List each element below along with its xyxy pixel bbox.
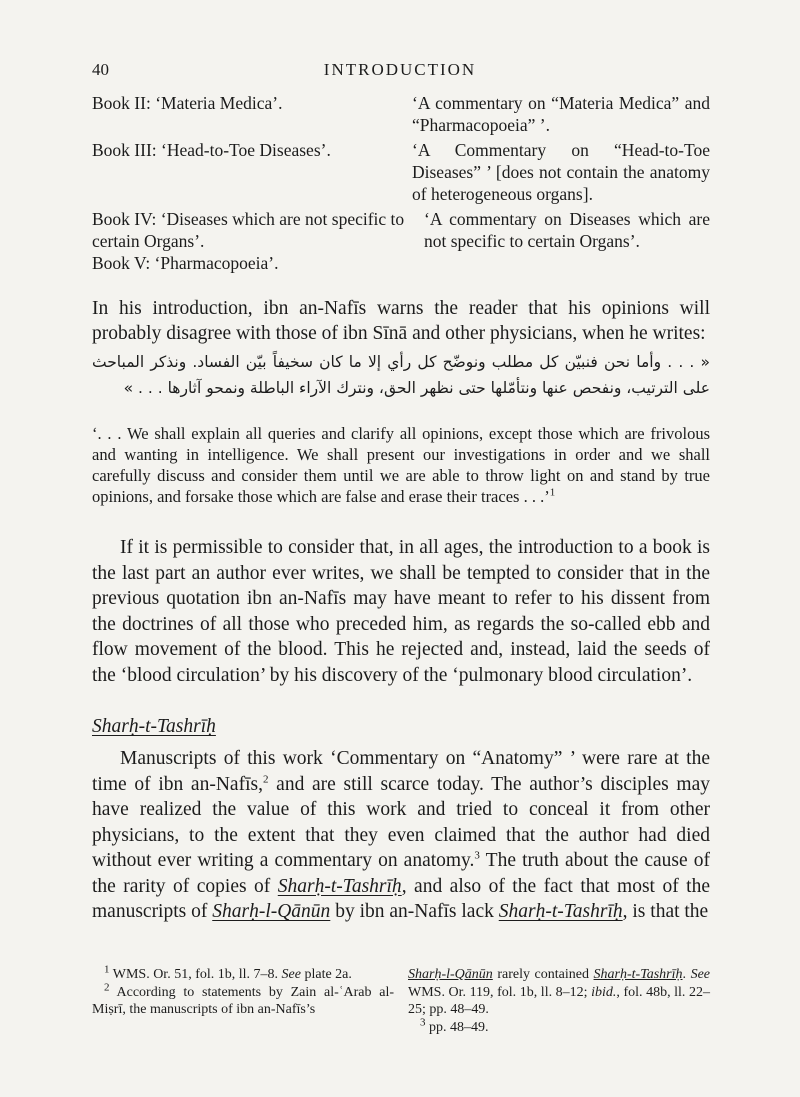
book-row bbox=[92, 208, 710, 252]
translation-text: ‘. . . We shall explain all queries and clarify all opinions, except those which are frivolous and wanting in intelligence. We shall present our investigations in order and we shall carefully discuss and consider them until we are able to throw light on and stand by true opinions, and forsake those which are false and erase their traces . . .’ bbox=[92, 424, 710, 506]
title-ref: Sharḥ-l-Qānūn bbox=[212, 901, 331, 922]
title-ref: Sharḥ-t-Tashrīḥ bbox=[277, 875, 402, 897]
book-label: Book V: ‘Pharmacopoeia’. bbox=[92, 253, 279, 273]
text-run: by ibn an-Nafīs lack bbox=[330, 901, 499, 922]
book-row bbox=[92, 252, 710, 274]
text-run: The truth about the cause of the rarity of copies of bbox=[92, 850, 710, 897]
footnote-text: See bbox=[281, 967, 301, 982]
footnote-text: Sharḥ-l-Qānūn bbox=[408, 967, 493, 982]
text-run: , and also of the fact that most of the manuscripts of bbox=[92, 875, 710, 922]
running-head: INTRODUCTION bbox=[323, 60, 477, 79]
translation-paragraph bbox=[92, 423, 710, 507]
footnote-number: 3 bbox=[420, 1015, 426, 1028]
book-description: ‘A commentary on “Materia Medica” and “Pharmacopoeia” ’. bbox=[412, 93, 710, 135]
footnote-1 bbox=[92, 963, 394, 984]
footnote-text: , fol. 48b, ll. 22–25; pp. 48–49. bbox=[408, 984, 710, 1017]
footnote-3 bbox=[408, 1015, 710, 1037]
book-description bbox=[412, 252, 710, 274]
footnote-text: rarely contained bbox=[492, 967, 594, 982]
footnote-column-left bbox=[92, 963, 394, 1036]
text-run: Manuscripts of this work ‘Commentary on “Anatomy” ’ were rare at the time of ibn an-Nafīs, bbox=[92, 748, 710, 795]
footnote-text: WMS. Or. 51, fol. 1b, ll. 7–8. bbox=[109, 967, 282, 982]
book-description: ‘A Commentary on “Head-to-Toe Diseases” ’ [does not contain the anatomy of heterogeneous organs]. bbox=[412, 140, 710, 204]
book-list bbox=[92, 92, 710, 274]
footnote-ref: 3 bbox=[474, 849, 480, 862]
text-run: and are still scarce today. The author’s disciples may have realized the value of this work and tried to conceal it from other physicians, to the extent that they even claimed that the author had died without ever writing a commentary on anatomy. bbox=[92, 773, 710, 871]
footnote-text: WMS. Or. 119, fol. 1b, ll. 8–12; bbox=[408, 984, 592, 1000]
footnote-2-continued bbox=[408, 966, 710, 1019]
footnote-text: Sharḥ-t-Tashrīḥ bbox=[593, 967, 683, 982]
book-row bbox=[92, 92, 710, 136]
footnote-column-right bbox=[408, 966, 710, 1036]
footnote-2 bbox=[92, 980, 394, 1019]
arabic-quotation: « . . . وأما نحن فنبيّن كل مطلب ونوضّح كل رأي إلا ما كان سخيفاً بيّن الفساد. ونذكر المباحث على الترتيب، ونفحص عنها ونتأمّلها حتى نظهر الحق، ونترك الآراء الباطلة ونمحو آثارها . . . » bbox=[92, 353, 710, 397]
page-header bbox=[92, 60, 708, 80]
footnote-text: pp. 48–49. bbox=[425, 1019, 489, 1035]
footnote-text: According to statements by Zain al-ʿArab al-Miṣrī, the manuscripts of ibn an-Nafīs’s bbox=[92, 984, 394, 1017]
section-heading: Sharḥ-t-Tashrīḥ bbox=[92, 716, 216, 737]
footnote-text: ibid. bbox=[591, 984, 617, 1000]
footnote-number: 1 bbox=[104, 963, 110, 976]
title-ref: Sharḥ-t-Tashrīḥ bbox=[498, 901, 623, 922]
page-number: 40 bbox=[92, 60, 109, 79]
intro-paragraph: In his introduction, ibn an-Nafīs warns the reader that his opinions will probably disagree with those of ibn Sīnā and other physicians, when he writes: bbox=[92, 298, 710, 344]
body-paragraph-manuscripts bbox=[92, 746, 710, 925]
book-description: ‘A commentary on Diseases which are not specific to certain Organs’. bbox=[424, 209, 710, 251]
book-row bbox=[92, 139, 710, 205]
footnote-ref: 2 bbox=[262, 773, 269, 785]
book-label: Book IV: ‘Diseases which are not specific to certain Organs’. bbox=[92, 209, 405, 251]
text-run: , is that the bbox=[622, 901, 709, 922]
book-label: Book III: ‘Head-to-Toe Diseases’. bbox=[92, 140, 331, 160]
footnote-text: . bbox=[682, 967, 691, 982]
book-label: Book II: ‘Materia Medica’. bbox=[92, 93, 283, 113]
footnote-text: See bbox=[690, 967, 711, 982]
footnote-number: 2 bbox=[104, 980, 110, 993]
footnote-ref: 1 bbox=[549, 486, 556, 499]
footnotes bbox=[92, 963, 711, 1036]
body-paragraph: If it is permissible to consider that, in all ages, the introduction to a book is the last part an author ever writes, we shall be tempted to consider that in the previous quotation ibn an-Nafīs may have meant to refer to his dissent from the doctrines of all those who preceded him, as regards the so-called ebb and flow movement of the blood. This he rejected and, instead, laid the seeds of the ‘blood circulation’ by his discovery of the ‘pulmonary blood circulation’. bbox=[92, 537, 710, 686]
footnote-text: plate 2a. bbox=[300, 967, 352, 982]
